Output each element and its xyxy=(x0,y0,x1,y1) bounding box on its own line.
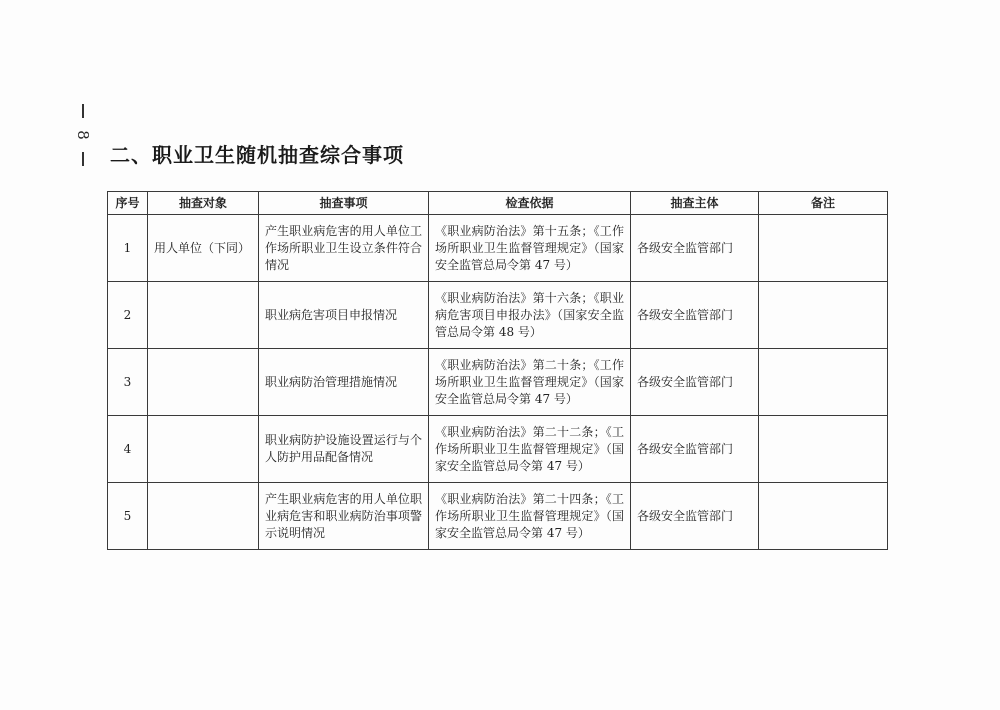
table-row xyxy=(108,483,888,550)
inspection-items-table xyxy=(107,191,888,550)
table-row xyxy=(108,215,888,282)
row-num: 1 xyxy=(108,215,148,282)
row-item: 产生职业病危害的用人单位职业病危害和职业病防治事项警示说明情况 xyxy=(259,483,429,550)
header-basis: 检查依据 xyxy=(429,192,631,215)
page-number: 8 xyxy=(74,130,92,140)
row-item: 职业病防治管理措施情况 xyxy=(259,349,429,416)
row-item: 职业病防护设施设置运行与个人防护用品配备情况 xyxy=(259,416,429,483)
header-num: 序号 xyxy=(108,192,148,215)
row-item: 产生职业病危害的用人单位工作场所职业卫生设立条件符合情况 xyxy=(259,215,429,282)
row-num: 3 xyxy=(108,349,148,416)
header-item: 抽查事项 xyxy=(259,192,429,215)
row-subject: 各级安全监管部门 xyxy=(631,349,759,416)
row-subject: 各级安全监管部门 xyxy=(631,416,759,483)
row-note xyxy=(759,483,888,550)
row-num: 5 xyxy=(108,483,148,550)
row-target xyxy=(148,483,259,550)
row-subject: 各级安全监管部门 xyxy=(631,282,759,349)
row-target xyxy=(148,349,259,416)
table-row xyxy=(108,282,888,349)
section-title: 二、职业卫生随机抽查综合事项 xyxy=(110,143,404,167)
page-number-rule-bottom xyxy=(82,152,84,166)
page-number-rule-top xyxy=(82,104,84,118)
table-header-row xyxy=(108,192,888,215)
row-basis: 《职业病防治法》第十六条；《职业病危害项目申报办法》（国家安全监管总局令第 48 号） xyxy=(429,282,631,349)
row-note xyxy=(759,349,888,416)
row-item: 职业病危害项目申报情况 xyxy=(259,282,429,349)
row-subject: 各级安全监管部门 xyxy=(631,215,759,282)
row-note xyxy=(759,282,888,349)
row-subject: 各级安全监管部门 xyxy=(631,483,759,550)
row-target xyxy=(148,416,259,483)
row-num: 4 xyxy=(108,416,148,483)
row-basis: 《职业病防治法》第十五条；《工作场所职业卫生监督管理规定》（国家安全监管总局令第 47 号） xyxy=(429,215,631,282)
header-note: 备注 xyxy=(759,192,888,215)
row-basis: 《职业病防治法》第二十条；《工作场所职业卫生监督管理规定》（国家安全监管总局令第 47 号） xyxy=(429,349,631,416)
table-row xyxy=(108,349,888,416)
header-target: 抽查对象 xyxy=(148,192,259,215)
row-basis: 《职业病防治法》第二十四条；《工作场所职业卫生监督管理规定》（国家安全监管总局令第 47 号） xyxy=(429,483,631,550)
row-num: 2 xyxy=(108,282,148,349)
row-note xyxy=(759,416,888,483)
row-basis: 《职业病防治法》第二十二条；《工作场所职业卫生监督管理规定》（国家安全监管总局令第 47 号） xyxy=(429,416,631,483)
row-note xyxy=(759,215,888,282)
row-target: 用人单位（下同） xyxy=(148,215,259,282)
header-subject: 抽查主体 xyxy=(631,192,759,215)
row-target xyxy=(148,282,259,349)
page-number-marker xyxy=(76,104,90,166)
table-row xyxy=(108,416,888,483)
